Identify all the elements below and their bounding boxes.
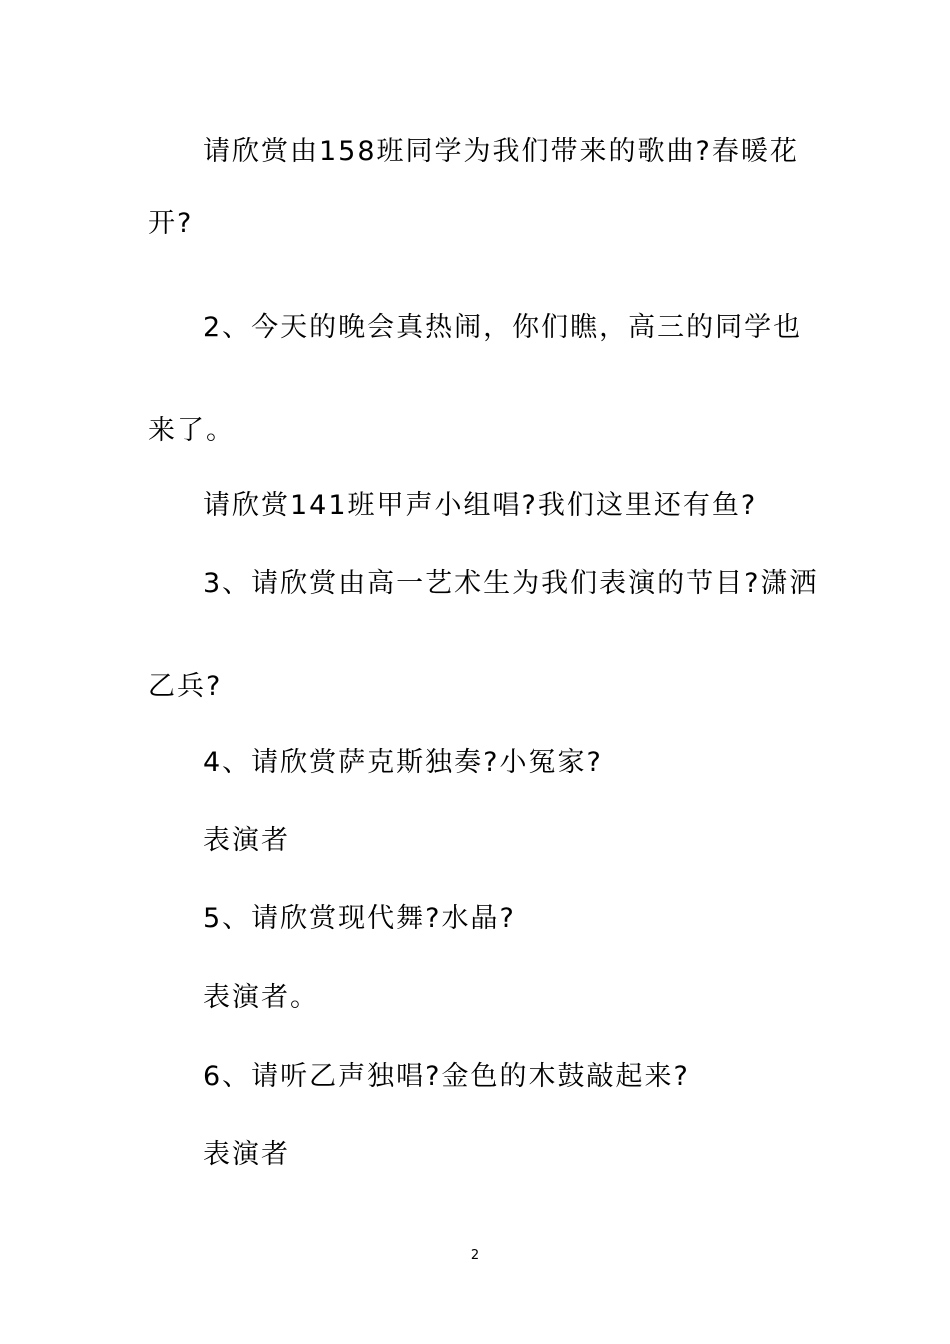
paragraph-line: 表演者。 xyxy=(203,982,319,1013)
page-number: 2 xyxy=(470,1248,480,1263)
paragraph-line: 6、请听乙声独唱?金色的木鼓敲起来? xyxy=(203,1061,690,1092)
paragraph-line: 请欣赏141班甲声小组唱?我们这里还有鱼? xyxy=(203,490,758,521)
paragraph-line: 2、今天的晚会真热闹，你们瞧，高三的同学也 xyxy=(203,312,803,343)
paragraph-line: 5、请欣赏现代舞?水晶? xyxy=(203,903,516,934)
paragraph-line: 4、请欣赏萨克斯独奏?小冤家? xyxy=(203,747,603,778)
paragraph-line: 开? xyxy=(148,208,194,239)
paragraph-line: 乙兵? xyxy=(148,671,223,702)
paragraph-line: 3、请欣赏由高一艺术生为我们表演的节目?潇洒 xyxy=(203,568,819,599)
paragraph-line: 表演者 xyxy=(203,825,290,856)
paragraph-line: 请欣赏由158班同学为我们带来的歌曲?春暖花 xyxy=(203,136,799,167)
paragraph-line: 来了。 xyxy=(148,415,235,446)
paragraph-line: 表演者 xyxy=(203,1139,290,1170)
